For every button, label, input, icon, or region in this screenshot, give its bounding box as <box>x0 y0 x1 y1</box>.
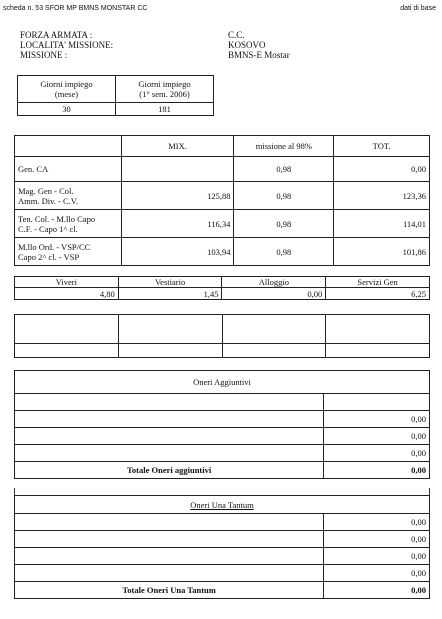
value-servizi: 6,25 <box>326 288 430 300</box>
grade-label: M.llo Ord. - VSP/CC Capo 2^ cl. - VSP <box>15 238 122 266</box>
giorni-sem-value: 181 <box>116 103 214 116</box>
grade-pct: 0,98 <box>234 210 334 238</box>
grade-pct: 0,98 <box>234 182 334 210</box>
grades-corner <box>15 136 122 157</box>
oneri-total: 0,00 <box>324 462 430 479</box>
grade-tot: 123,36 <box>334 182 430 210</box>
grade-tot: 0,00 <box>334 157 430 182</box>
label-localita: LOCALITA' MISSIONE: <box>20 40 114 50</box>
value-viveri: 4,80 <box>15 288 119 300</box>
table-row <box>15 445 430 462</box>
table-row <box>15 565 430 582</box>
grade-tot: 101,86 <box>334 238 430 266</box>
empty-grid <box>14 314 430 358</box>
table-row <box>15 531 430 548</box>
tantum-value: 0,00 <box>324 565 430 582</box>
oneri-aggiuntivi-table <box>14 370 430 479</box>
giorni-table <box>17 75 214 116</box>
grade-pct: 0,98 <box>234 238 334 266</box>
table-row <box>15 182 430 210</box>
grade-tot: 114,01 <box>334 210 430 238</box>
table-row <box>15 514 430 531</box>
giorni-mese-header: Giorni impiego (mese) <box>18 76 116 103</box>
grade-label: Gen. CA <box>15 157 122 182</box>
header-tot: TOT. <box>334 136 430 157</box>
grade-label: Ten. Col. - M.llo Capo C.F. - Capo 1^ cl. <box>15 210 122 238</box>
grade-mix: 116,34 <box>121 210 234 238</box>
header-missione: missione al 98% <box>234 136 334 157</box>
table-row <box>15 428 430 445</box>
oneri-value: 0,00 <box>324 445 430 462</box>
grade-mix <box>121 157 234 182</box>
grade-mix: 103,94 <box>121 238 234 266</box>
header-alloggio: Alloggio <box>222 277 326 288</box>
grade-mix: 125,88 <box>121 182 234 210</box>
table-row <box>15 238 430 266</box>
oneri-value: 0,00 <box>324 411 430 428</box>
costs-table <box>14 276 430 300</box>
label-missione: MISSIONE : <box>20 50 68 60</box>
tantum-value: 0,00 <box>324 514 430 531</box>
oneri-value: 0,00 <box>324 428 430 445</box>
value-alloggio: 0,00 <box>222 288 326 300</box>
tantum-total-label: Totale Oneri Una Tantum <box>15 582 324 599</box>
table-row <box>15 548 430 565</box>
table-row <box>15 210 430 238</box>
giorni-mese-value: 30 <box>18 103 116 116</box>
value-forza-armata: C.C. <box>228 30 245 40</box>
table-row <box>15 157 430 182</box>
grades-table <box>14 135 430 266</box>
header-mix: MIX. <box>121 136 234 157</box>
header-vestiario: Vestiario <box>118 277 222 288</box>
info-labels <box>20 30 113 60</box>
table-row <box>15 411 430 428</box>
grade-pct: 0,98 <box>234 157 334 182</box>
value-missione: BMNS-E Mostar <box>228 50 290 60</box>
oneri-total-label: Totale Oneri aggiuntivi <box>15 462 324 479</box>
value-vestiario: 1,45 <box>118 288 222 300</box>
value-localita: KOSOVO <box>228 40 266 50</box>
header-servizi: Servizi Gen <box>326 277 430 288</box>
tantum-value: 0,00 <box>324 548 430 565</box>
header-viveri: Viveri <box>15 277 119 288</box>
document-id: scheda n. 53 SFOR MP BMNS MONSTAR CC <box>3 5 148 12</box>
tantum-total: 0,00 <box>324 582 430 599</box>
info-values <box>228 30 290 60</box>
oneri-tantum-table <box>14 495 430 599</box>
giorni-sem-header: Giorni impiego (1° sem. 2006) <box>116 76 214 103</box>
tantum-value: 0,00 <box>324 531 430 548</box>
oneri-tantum-title: Oneri Una Tantum <box>15 496 430 514</box>
label-forza-armata: FORZA ARMATA : <box>20 30 93 40</box>
oneri-aggiuntivi-title: Oneri Aggiuntivi <box>15 371 430 394</box>
document-type: dati di base <box>400 5 436 12</box>
grade-label: Mag. Gen - Col. Amm. Div. - C.V. <box>15 182 122 210</box>
